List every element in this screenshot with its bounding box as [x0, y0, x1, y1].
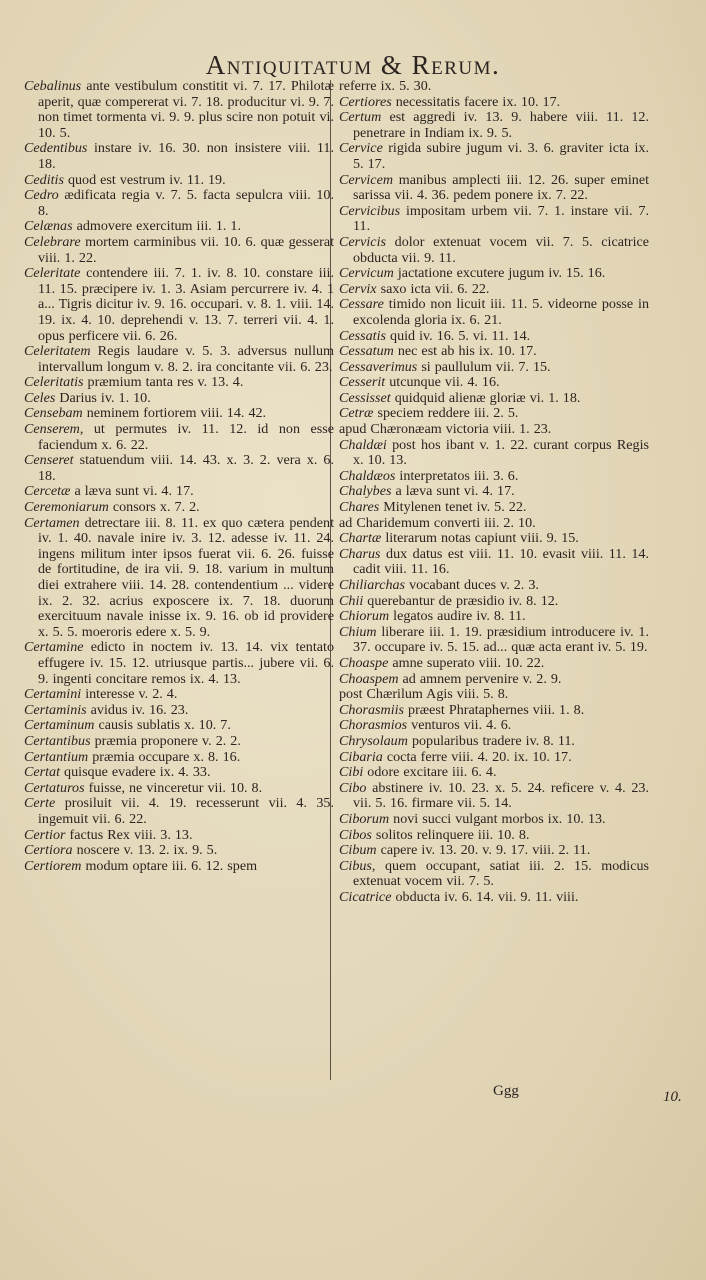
entry-lemma: Certaminis [24, 701, 87, 718]
index-entry [339, 781, 649, 812]
entry-references: odore excitare iii. 6. 4. [363, 764, 497, 781]
entry-references: obducta iv. 6. 14. vii. 9. 11. viii. [391, 888, 579, 905]
entry-references: quid iv. 16. 5. vi. 11. 14. [386, 327, 531, 344]
index-entry [24, 391, 334, 407]
entry-lemma: Celeritatem [24, 343, 91, 360]
entry-lemma: Cibos [339, 826, 372, 843]
entry-references: interesse v. 2. 4. [81, 686, 178, 703]
entry-lemma: Cibo [339, 779, 367, 796]
entry-references: literarum notas capiunt viii. 9. 15. [381, 530, 579, 547]
index-entry [24, 843, 334, 859]
entry-references: querebantur de præsidio iv. 8. 12. [363, 592, 559, 609]
entry-lemma: Chaldæi [339, 436, 387, 453]
entry-lemma: Chalybes [339, 483, 392, 500]
index-entry [24, 188, 334, 219]
entry-references: abstinere iv. 10. 23. x. 5. 24. reficere v. 4. 23. vii. 5. 16. firmare vii. 5. 14. [353, 779, 649, 812]
entry-lemma: Cedentibus [24, 140, 88, 157]
index-entry [339, 329, 649, 345]
entry-lemma: Chorasmios [339, 717, 408, 734]
page-footer [0, 1083, 706, 1103]
entry-references: novi succi vulgant morbos ix. 10. 13. [389, 810, 606, 827]
index-entry [24, 266, 334, 344]
index-entry [339, 672, 649, 688]
index-entry [339, 173, 649, 204]
index-entry [24, 79, 334, 141]
entry-lemma: Certum [339, 109, 382, 126]
entry-references: venturos vii. 4. 6. [407, 717, 512, 734]
index-entry [339, 625, 649, 656]
entry-lemma: Ciborum [339, 810, 390, 827]
entry-lemma: Cervicis [339, 233, 386, 250]
index-entry [24, 453, 334, 484]
entry-lemma: Certantibus [24, 732, 91, 749]
index-entry [339, 547, 649, 578]
entry-lemma: Chartæ [339, 530, 382, 547]
entry-references: Regis laudare v. 5. 3. adversus nullum intervallum longum v. 8. 2. ira concitante vii. 6. 23. [38, 343, 334, 375]
index-entry [339, 360, 649, 376]
index-entry [339, 734, 649, 750]
entry-references: præest Phrataphernes viii. 1. 8. [404, 701, 585, 718]
entry-lemma: Chaldæos [339, 467, 396, 484]
entry-lemma: Chares [339, 499, 380, 516]
entry-references: post hos ibant v. 1. 22. curant corpus Regis x. 10. 13. [353, 436, 649, 469]
index-entry [339, 765, 649, 781]
index-entry [339, 484, 649, 500]
index-entry [24, 718, 334, 734]
entry-references: ædificata regia v. 7. 5. facta sepulcra viii. 10. 8. [38, 187, 334, 219]
entry-lemma: Certamine [24, 639, 84, 656]
entry-references: mortem carminibus vii. 10. 6. quæ gesserat viii. 1. 22. [38, 233, 334, 266]
index-entry [339, 438, 649, 469]
entry-references: quidquid alienæ gloriæ vi. 1. 18. [390, 389, 581, 406]
entry-references: manibus amplecti iii. 12. 26. super eminet sarissa vii. 4. 36. pedem ponere ix. 7. 22. [353, 171, 649, 204]
index-entry [339, 594, 649, 610]
index-entry [339, 95, 649, 111]
index-entry [24, 516, 334, 641]
index-entry [24, 484, 334, 500]
entry-lemma: Certe [24, 795, 56, 812]
index-entry [24, 173, 334, 189]
index-entry [24, 219, 334, 235]
index-entry [339, 812, 649, 828]
entry-references: causis sublatis x. 10. 7. [94, 717, 231, 734]
entry-lemma: Cessatum [339, 343, 394, 360]
entry-references: rigida subire jugum vi. 3. 6. graviter icta ix. 5. 17. [353, 140, 649, 172]
entry-lemma: Certiores [339, 93, 392, 110]
entry-lemma: Cibum [339, 842, 377, 859]
entry-lemma: Chorasmiis [339, 701, 405, 718]
entry-lemma: Celeritate [24, 265, 81, 282]
entry-lemma: Cessare [339, 296, 384, 313]
entry-references: si paullulum vii. 7. 15. [417, 358, 551, 375]
signature-mark: Ggg [493, 1083, 519, 1099]
entry-lemma: Ceremoniarum [24, 499, 109, 516]
index-entry [339, 656, 649, 672]
entry-lemma: Cibi [339, 764, 364, 781]
entry-lemma: Chiorum [339, 608, 390, 625]
index-entry [24, 750, 334, 766]
index-entry [24, 406, 334, 422]
index-entry [24, 375, 334, 391]
entry-lemma: Cessaverimus [339, 358, 418, 375]
entry-lemma: Cervicum [339, 265, 394, 282]
entry-lemma: Censerem [24, 421, 80, 438]
index-entry [339, 843, 649, 859]
entry-references: avidus iv. 16. 23. [86, 701, 189, 718]
entry-references: noscere v. 13. 2. ix. 9. 5. [72, 842, 218, 859]
entry-references: ad Charidemum converti iii. 2. 10. [339, 514, 536, 531]
entry-references: est aggredi iv. 13. 9. habere viii. 11. 12. penetrare in Indiam ix. 9. 5. [353, 109, 649, 141]
entry-lemma: Censeret [24, 452, 74, 469]
entry-references: jactatione excutere jugum iv. 15. 16. [393, 265, 606, 282]
entry-references: præmia occupare x. 8. 16. [88, 748, 241, 765]
entry-references: post Chærilum Agis viii. 5. 8. [339, 686, 509, 703]
index-entry [339, 406, 649, 422]
entry-references: vocabant duces v. 2. 3. [405, 577, 539, 593]
entry-references: Darius iv. 1. 10. [55, 389, 151, 406]
index-entry [339, 110, 649, 141]
entry-lemma: Cesserit [339, 374, 386, 391]
entry-lemma: Cercetæ [24, 483, 71, 500]
index-entry [24, 796, 334, 827]
index-entry [339, 297, 649, 328]
index-entry [339, 391, 649, 407]
index-entry [339, 828, 649, 844]
entry-references: præmium tanta res v. 13. 4. [83, 374, 244, 391]
index-column-right [339, 79, 649, 905]
index-entry [339, 375, 649, 391]
entry-references: a læva sunt vi. 4. 17. [70, 483, 194, 500]
entry-lemma: Chium [339, 623, 377, 640]
entry-references: speciem reddere iii. 2. 5. [373, 405, 519, 422]
entry-references: contendere iii. 7. 1. iv. 8. 10. constare iii. 11. 15. præcipere iv. 1. 3. Asiam percurrere iv. 4. 1 a... Tigris dicitur iv. 9. 16. occupari. v. 8. 1. viii. 14. 19. ix. 4. 10. deprehendi v. 13. 7. terreri vii. 4. 1. opus perficere vii. 6. 26. [38, 265, 334, 344]
index-entry [24, 235, 334, 266]
entry-lemma: Cervix [339, 280, 377, 297]
index-entry [339, 422, 649, 438]
index-entry [24, 422, 334, 453]
entry-lemma: Certaturos [24, 779, 85, 796]
entry-lemma: Chrysolaum [339, 732, 408, 749]
entry-lemma: Celebrare [24, 233, 81, 250]
entry-references: prosiluit vii. 4. 19. recesserunt vii. 4. 35. ingemuit vii. 6. 22. [38, 795, 334, 827]
index-entry [339, 609, 649, 625]
entry-references: consors x. 7. 2. [108, 499, 200, 516]
entry-lemma: Chiliarchas [339, 577, 406, 593]
index-entry [339, 500, 649, 516]
entry-lemma: Cetræ [339, 405, 374, 422]
entry-lemma: Certamen [24, 514, 80, 531]
entry-lemma: Cedro [24, 187, 59, 204]
entry-lemma: Certiora [24, 842, 73, 859]
entry-references: popularibus tradere iv. 8. 11. [407, 732, 575, 749]
index-entry [24, 500, 334, 516]
entry-references: ad amnem pervenire v. 2. 9. [398, 670, 562, 687]
entry-lemma: Certantium [24, 748, 89, 765]
entry-references: fuisse, ne vinceretur vii. 10. 8. [84, 779, 263, 796]
entry-lemma: Certaminum [24, 717, 95, 734]
index-entry [339, 235, 649, 266]
index-entry [339, 516, 649, 532]
entry-lemma: Choaspe [339, 654, 389, 671]
entry-lemma: Choaspem [339, 670, 399, 687]
entry-references: legatos audire iv. 8. 11. [389, 608, 526, 625]
entry-references: detrectare iii. 8. 11. ex quo cætera pendent iv. 1. 40. navale inire iv. 3. 12. adesse iv. 11. 24. ingens militum inter ipsos fuerat vii. 6. 26. fuisse de fortitudine, de ira vii. 9. 18. varium in multum diei extrahere viii. 14. 28. contendentium ... videre ix. 2. 32. acrius exposcere ix. 7. 18. duorum exercituum navale inisse ix. 9. 16. ob id providere x. 5. 5. moeroris edere x. 5. 9. [38, 514, 334, 640]
index-entry [339, 578, 649, 594]
entry-lemma: Cibaria [339, 748, 383, 765]
entry-references: a læva sunt vi. 4. 17. [391, 483, 515, 500]
index-entry [24, 859, 334, 875]
entry-references: necessitatis facere ix. 10. 17. [391, 93, 561, 110]
index-column-left [24, 79, 334, 874]
entry-lemma: Censebam [24, 405, 83, 422]
entry-references: amne superato viii. 10. 22. [388, 654, 545, 671]
entry-lemma: Chii [339, 592, 364, 609]
index-entry [24, 687, 334, 703]
entry-references: dolor extenuat vocem vii. 7. 5. cicatrice obducta vii. 9. 11. [353, 233, 649, 266]
index-entry [339, 79, 649, 95]
index-entry [339, 890, 649, 906]
entry-references: quod est vestrum iv. 11. 19. [63, 171, 226, 188]
index-entry [339, 531, 649, 547]
entry-lemma: Cervice [339, 140, 383, 157]
index-entry [339, 703, 649, 719]
entry-references: , quem occupant, satiat iii. 2. 15. modicus extenuat vocem vii. 7. 5. [353, 857, 649, 890]
entry-lemma: Cervicem [339, 171, 394, 188]
entry-references: solitos relinquere iii. 10. 8. [371, 826, 530, 843]
entry-references: quisque evadere ix. 4. 33. [60, 764, 211, 781]
index-entry [24, 640, 334, 687]
entry-references: utcunque vii. 4. 16. [385, 374, 500, 391]
index-entry [339, 687, 649, 703]
index-entry [24, 734, 334, 750]
entry-lemma: Celeritatis [24, 374, 84, 391]
entry-references: saxo icta vii. 6. 22. [376, 280, 490, 297]
index-entry [339, 859, 649, 890]
entry-references: referre ix. 5. 30. [339, 78, 432, 94]
entry-references: interpretatos iii. 3. 6. [395, 467, 519, 484]
entry-references: liberare iii. 1. 19. præsidium introducere iv. 1. 37. occupare iv. 5. 15. ad... quæ acta erant iv. 5. 19. [353, 623, 649, 656]
entry-lemma: Cebalinus [24, 78, 82, 94]
entry-references: cocta ferre viii. 4. 20. ix. 10. 17. [382, 748, 572, 765]
catchword: 10. [663, 1089, 682, 1105]
index-entry [24, 765, 334, 781]
index-entry [24, 781, 334, 797]
entry-references: Mitylenen tenet iv. 5. 22. [379, 499, 527, 516]
entry-references: dux datus est viii. 11. 10. evasit viii. 11. 14. cadit viii. 11. 16. [353, 545, 649, 578]
entry-references: præmia proponere v. 2. 2. [90, 732, 241, 749]
entry-lemma: Ceditis [24, 171, 64, 188]
index-entry [339, 266, 649, 282]
index-entry [339, 141, 649, 172]
entry-lemma: Charus [339, 545, 381, 562]
running-title: Antiquitatum & Rerum. [205, 50, 501, 80]
index-entry [24, 141, 334, 172]
entry-lemma: Cicatrice [339, 888, 392, 905]
entry-references: statuendum viii. 14. 43. x. 3. 2. vera x. 6. 18. [38, 452, 334, 484]
index-entry [339, 750, 649, 766]
index-entry [24, 344, 334, 375]
entry-references: timido non licuit iii. 11. 5. videorne posse in excolenda gloria ix. 6. 21. [353, 296, 649, 328]
entry-lemma: Certior [24, 826, 66, 843]
index-entry [339, 469, 649, 485]
index-entry [339, 204, 649, 235]
entry-lemma: Cervicibus [339, 202, 401, 219]
entry-lemma: Certamini [24, 686, 82, 703]
entry-lemma: Celes [24, 389, 56, 406]
entry-lemma: Celænas [24, 218, 73, 235]
entry-references: instare iv. 16. 30. non insistere viii. 11. 18. [38, 140, 334, 172]
index-entry [24, 703, 334, 719]
entry-references: capere iv. 13. 20. v. 9. 17. viii. 2. 11. [376, 842, 591, 859]
entry-references: factus Rex viii. 3. 13. [65, 826, 193, 843]
entry-lemma: Cessatis [339, 327, 386, 344]
index-entry [339, 718, 649, 734]
index-entry [339, 282, 649, 298]
entry-lemma: Certat [24, 764, 61, 781]
index-entry [24, 828, 334, 844]
entry-references: neminem fortiorem viii. 14. 42. [82, 405, 267, 422]
entry-references: modum optare iii. 6. 12. spem [81, 857, 258, 874]
entry-references: edicto in noctem iv. 13. 14. vix tentato effugere iv. 15. 12. utriusque partis... jubere vii. 6. 9. ingenti concitare remos ix. 4. 13. [38, 639, 334, 687]
entry-references: admovere exercitum iii. 1. 1. [72, 218, 242, 235]
entry-lemma: Cibus [339, 857, 372, 874]
entry-references: nec est ab his ix. 10. 17. [393, 343, 537, 360]
entry-lemma: Certiorem [24, 857, 82, 874]
index-entry [339, 344, 649, 360]
entry-references: impositam urbem vii. 7. 1. instare vii. 7. 11. [353, 202, 649, 235]
entry-references: , ut permutes iv. 11. 12. id non esse faciendum x. 6. 22. [38, 421, 334, 453]
entry-references: ante vestibulum constitit vi. 7. 17. Philotæ aperit, quæ compererat vi. 7. 18. producitur vi. 9. 7. non timet tormenta vi. 9. 9. plus scire non potuit vi. 10. 5. [38, 78, 334, 141]
entry-references: apud Chæronæam victoria viii. 1. 23. [339, 421, 552, 438]
entry-lemma: Cessisset [339, 389, 391, 406]
